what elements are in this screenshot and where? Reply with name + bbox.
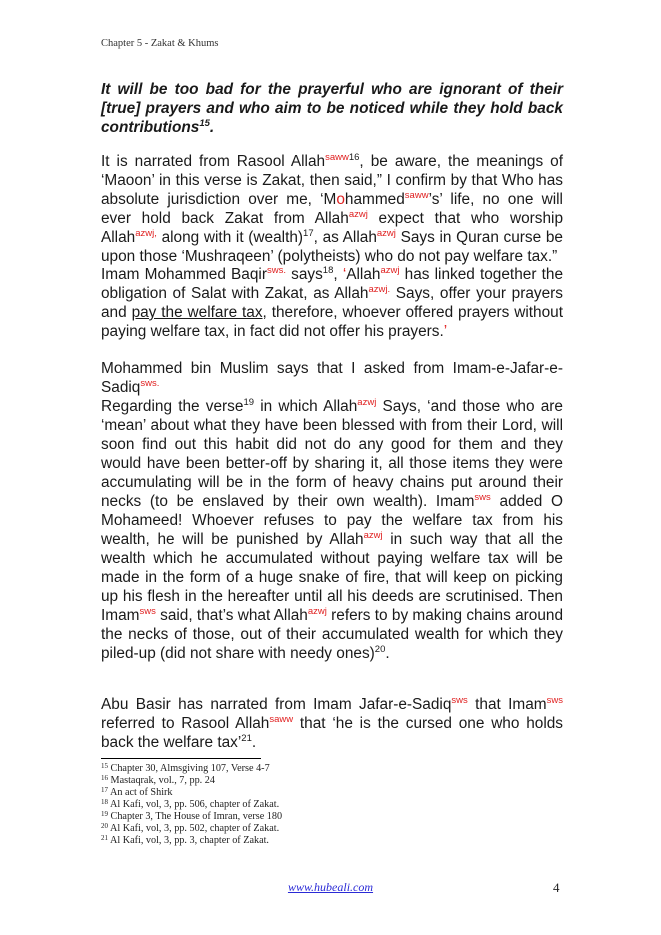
footnote: $^{17}$ An act of Shirk [101, 786, 173, 798]
honorific: saww [269, 714, 294, 725]
honorific: sws [546, 695, 564, 706]
running-header: Chapter 5 - Zakat & Khums [101, 38, 219, 49]
underlined-phrase: pay the welfare tax [131, 304, 263, 321]
intro-verse: It will be too bad for the prayerful who are ignorant of their [true] prayers and who aim to be noticed while they hold back contributions$^{15}$. [101, 81, 563, 136]
footnote-ref: 20 [374, 644, 386, 655]
honorific: sws [474, 492, 491, 503]
honorific: sws [451, 695, 468, 706]
page-number: 4 [553, 880, 560, 895]
footnote: $^{20}$ Al Kafi, vol, 3, pp. 502, chapter of Zakat. [101, 822, 280, 834]
footnote: $^{19}$ Chapter 3, The House of Imran, verse 180 [101, 810, 283, 822]
honorific: azwj, [135, 228, 157, 239]
footnote-ref: 21 [241, 733, 252, 744]
footnotes [101, 763, 282, 847]
honorific: sws. [266, 265, 286, 276]
footnote-ref: 17 [303, 228, 314, 239]
honorific: azwj [348, 209, 368, 220]
paragraph-2: Imam Mohammed Baqir$^{sws.}$ says$^{18}$, ‘Allah$^{azwj}$ has linked together the obligation of Salat with Zakat, as Allah$^{azwj.}$ Says, offer your prayers and pay the welfare tax, therefore, whoever offered prayers without paying welfare tax, in fact did not offer his prayers.’ [101, 265, 564, 340]
footnote: $^{18}$ Al Kafi, vol, 3, pp. 506, chapter of Zakat. [101, 798, 280, 810]
footnote-ref: 18 [322, 265, 334, 276]
honorific: saww [325, 152, 349, 163]
footnote-ref: 15 [199, 118, 210, 129]
honorific: azwj [307, 606, 327, 617]
footnote: $^{15}$ Chapter 30, Almsgiving 107, Verse 4-7 [101, 762, 270, 774]
footnote: $^{16}$ Mastaqrak, vol., 7, pp. 24 [101, 774, 215, 786]
website-link[interactable]: www.hubeali.com [287, 880, 374, 894]
footnote-ref: 19 [243, 397, 255, 408]
honorific: saww [404, 190, 429, 201]
honorific: azwj [357, 397, 377, 408]
paragraph-1: It is narrated from Rasool Allah$^{saww16}$, be aware, the meanings of ‘Maoon’ in this verse is Zakat, then said,” I confirm by that Who has absolute jurisdiction over me, ‘Mohammed$^{saww}$’s’ life, no one will ever hold back Zakat from Allah$^{azwj}$ expect that who worship Allah$^{azwj,}$ along with it (wealth)$^{17}$, as Allah$^{azwj}$ Says in Quran curse be upon those ‘Mushraqeen’ (polytheists) who do not pay welfare tax.” [101, 152, 564, 265]
honorific: azwj. [368, 284, 391, 295]
paragraph-3: Mohammed bin Muslim says that I asked from Imam-e-Jafar-e-Sadiq$^{sws.}$ Regarding the verse$^{19}$ in which Allah$^{azwj}$ Says, ‘and those who are ‘mean’ about what they have been blessed with from their Lord, will soon find out this habit did not do any good for them and they would have been better-off by sharing it, all those items they were accumulating will be in the form of heavy chains put around their necks (to be enslaved by their own wealth). Imam$^{sws}$ added O Mohameed! Whoever refuses to pay the welfare tax from his wealth, he will be punished by Allah$^{azwj}$ in such way that all the wealth which he accumulated without paying welfare tax will be made in the form of a huge snake of fire, that will keep on picking up his flesh in the hereafter until all his deeds are scrutinised. Then Imam$^{sws}$ said, that’s what Allah$^{azwj}$ refers to by making chains around the necks of those, out of their accumulated wealth for which they piled-up (did not share with needy ones)$^{20}$. [101, 360, 564, 662]
honorific: sws [139, 606, 156, 617]
footnote-divider [101, 758, 261, 759]
footnote-ref: 16 [348, 152, 360, 163]
footnote: $^{21}$ Al Kafi, vol, 3, pp. 3, chapter of Zakat. [101, 834, 269, 846]
paragraph-4: Abu Basir has narrated from Imam Jafar-e-Sadiq$^{sws}$ that Imam$^{sws}$ referred to Rasool Allah$^{saww}$ that ‘he is the cursed one who holds back the welfare tax’$^{21}$. [101, 695, 564, 751]
honorific: azwj [363, 530, 383, 541]
honorific: sws. [140, 378, 160, 389]
honorific: azwj [376, 228, 396, 239]
honorific: azwj [380, 265, 400, 276]
